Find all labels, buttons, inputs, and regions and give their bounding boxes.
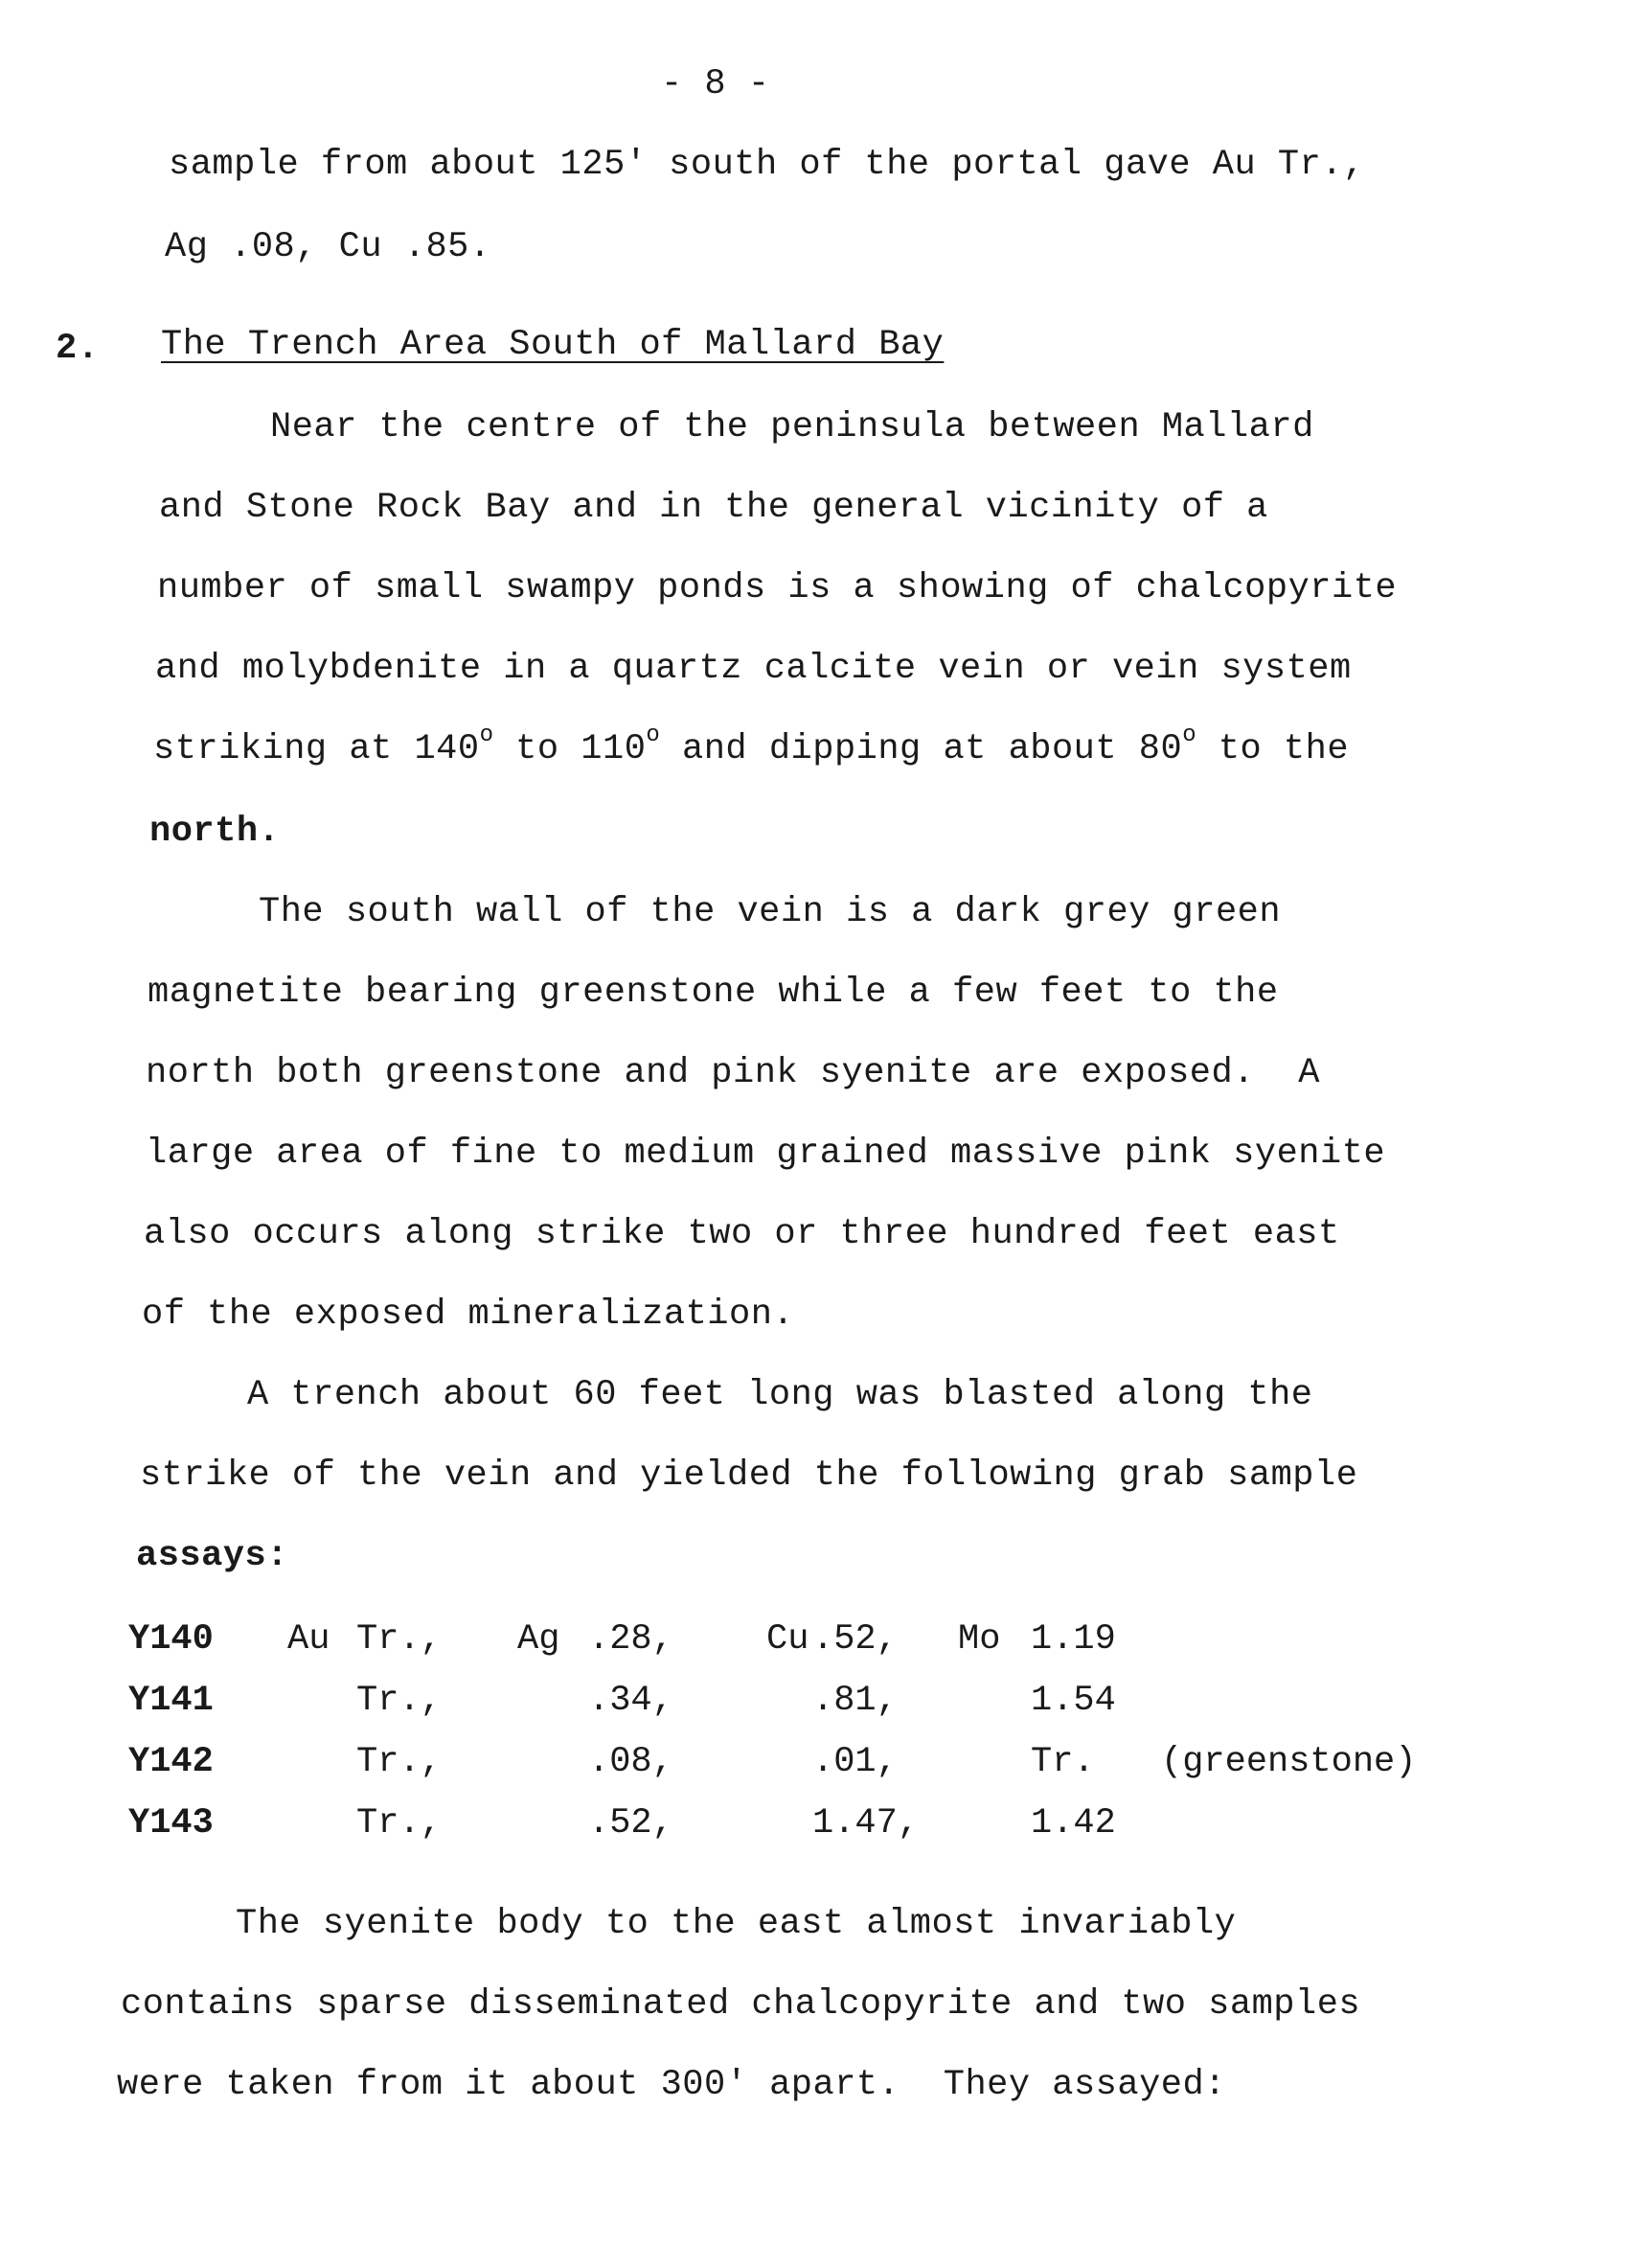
molybdenum-value: 1.19 xyxy=(1031,1619,1116,1660)
element-label: Au xyxy=(287,1619,330,1660)
text-segment: striking at 140 xyxy=(153,729,480,769)
assay-row xyxy=(0,1619,1640,1663)
text-line: A trench about 60 feet long was blasted along the xyxy=(247,1375,1313,1415)
text-line: were taken from it about 300' apart. They assayed: xyxy=(117,2065,1226,2105)
sample-note: (greenstone) xyxy=(1161,1742,1417,1782)
degree-mark: o xyxy=(646,722,661,748)
section-number: 2. xyxy=(56,329,100,369)
element-label: Mo xyxy=(958,1619,1001,1660)
text-line: number of small swampy ponds is a showing of chalcopyrite xyxy=(157,568,1398,608)
sample-id: Y140 xyxy=(128,1619,214,1660)
silver-value: .08, xyxy=(588,1742,673,1782)
text-segment: to the xyxy=(1196,729,1350,769)
molybdenum-value: 1.54 xyxy=(1031,1681,1116,1721)
copper-value: 1.47, xyxy=(812,1803,920,1844)
gold-value: Tr., xyxy=(356,1742,442,1782)
sample-id: Y143 xyxy=(128,1803,214,1844)
text-line: contains sparse disseminated chalcopyrite and two samples xyxy=(121,1984,1361,2025)
strike-line xyxy=(153,722,1350,770)
gold-value: Tr., xyxy=(356,1803,442,1844)
molybdenum-value: 1.42 xyxy=(1031,1803,1116,1844)
element-label: Ag xyxy=(517,1619,560,1660)
assay-row xyxy=(0,1803,1640,1847)
silver-value: .34, xyxy=(588,1681,673,1721)
text-line: large area of fine to medium grained massive pink syenite xyxy=(146,1134,1386,1174)
text-line: sample from about 125' south of the portal gave Au Tr., xyxy=(169,145,1365,185)
text-line: Near the centre of the peninsula between Mallard xyxy=(270,407,1314,447)
text-line: assays: xyxy=(136,1536,288,1576)
text-line: Ag .08, Cu .85. xyxy=(165,227,491,267)
text-line: strike of the vein and yielded the following grab sample xyxy=(140,1455,1358,1496)
element-label: Cu xyxy=(766,1619,809,1660)
degree-mark: o xyxy=(479,722,494,748)
text-line: The south wall of the vein is a dark grey green xyxy=(259,892,1282,932)
copper-value: .81, xyxy=(812,1681,898,1721)
text-line: north. xyxy=(149,812,281,852)
text-segment: and dipping at about 80 xyxy=(660,729,1183,769)
silver-value: .52, xyxy=(588,1803,673,1844)
page-number: - 8 - xyxy=(661,64,770,104)
text-line: and molybdenite in a quartz calcite vein or vein system xyxy=(155,649,1352,689)
degree-mark: o xyxy=(1182,722,1197,748)
assay-row xyxy=(0,1742,1640,1786)
text-line: also occurs along strike two or three hundred feet east xyxy=(144,1214,1340,1254)
text-line: The syenite body to the east almost invariably xyxy=(236,1904,1237,1944)
text-line: magnetite bearing greenstone while a few feet to the xyxy=(148,973,1279,1013)
sample-id: Y142 xyxy=(128,1742,214,1782)
silver-value: .28, xyxy=(588,1619,673,1660)
copper-value: .01, xyxy=(812,1742,898,1782)
sample-id: Y141 xyxy=(128,1681,214,1721)
copper-value: .52, xyxy=(812,1619,898,1660)
gold-value: Tr., xyxy=(356,1681,442,1721)
text-line: of the exposed mineralization. xyxy=(142,1294,795,1335)
text-segment: to 110 xyxy=(493,729,647,769)
gold-value: Tr., xyxy=(356,1619,442,1660)
text-line: and Stone Rock Bay and in the general vicinity of a xyxy=(159,488,1268,528)
assay-row xyxy=(0,1681,1640,1725)
molybdenum-value: Tr. xyxy=(1031,1742,1095,1782)
section-heading: The Trench Area South of Mallard Bay xyxy=(161,325,945,365)
text-line: north both greenstone and pink syenite are exposed. A xyxy=(146,1053,1320,1093)
